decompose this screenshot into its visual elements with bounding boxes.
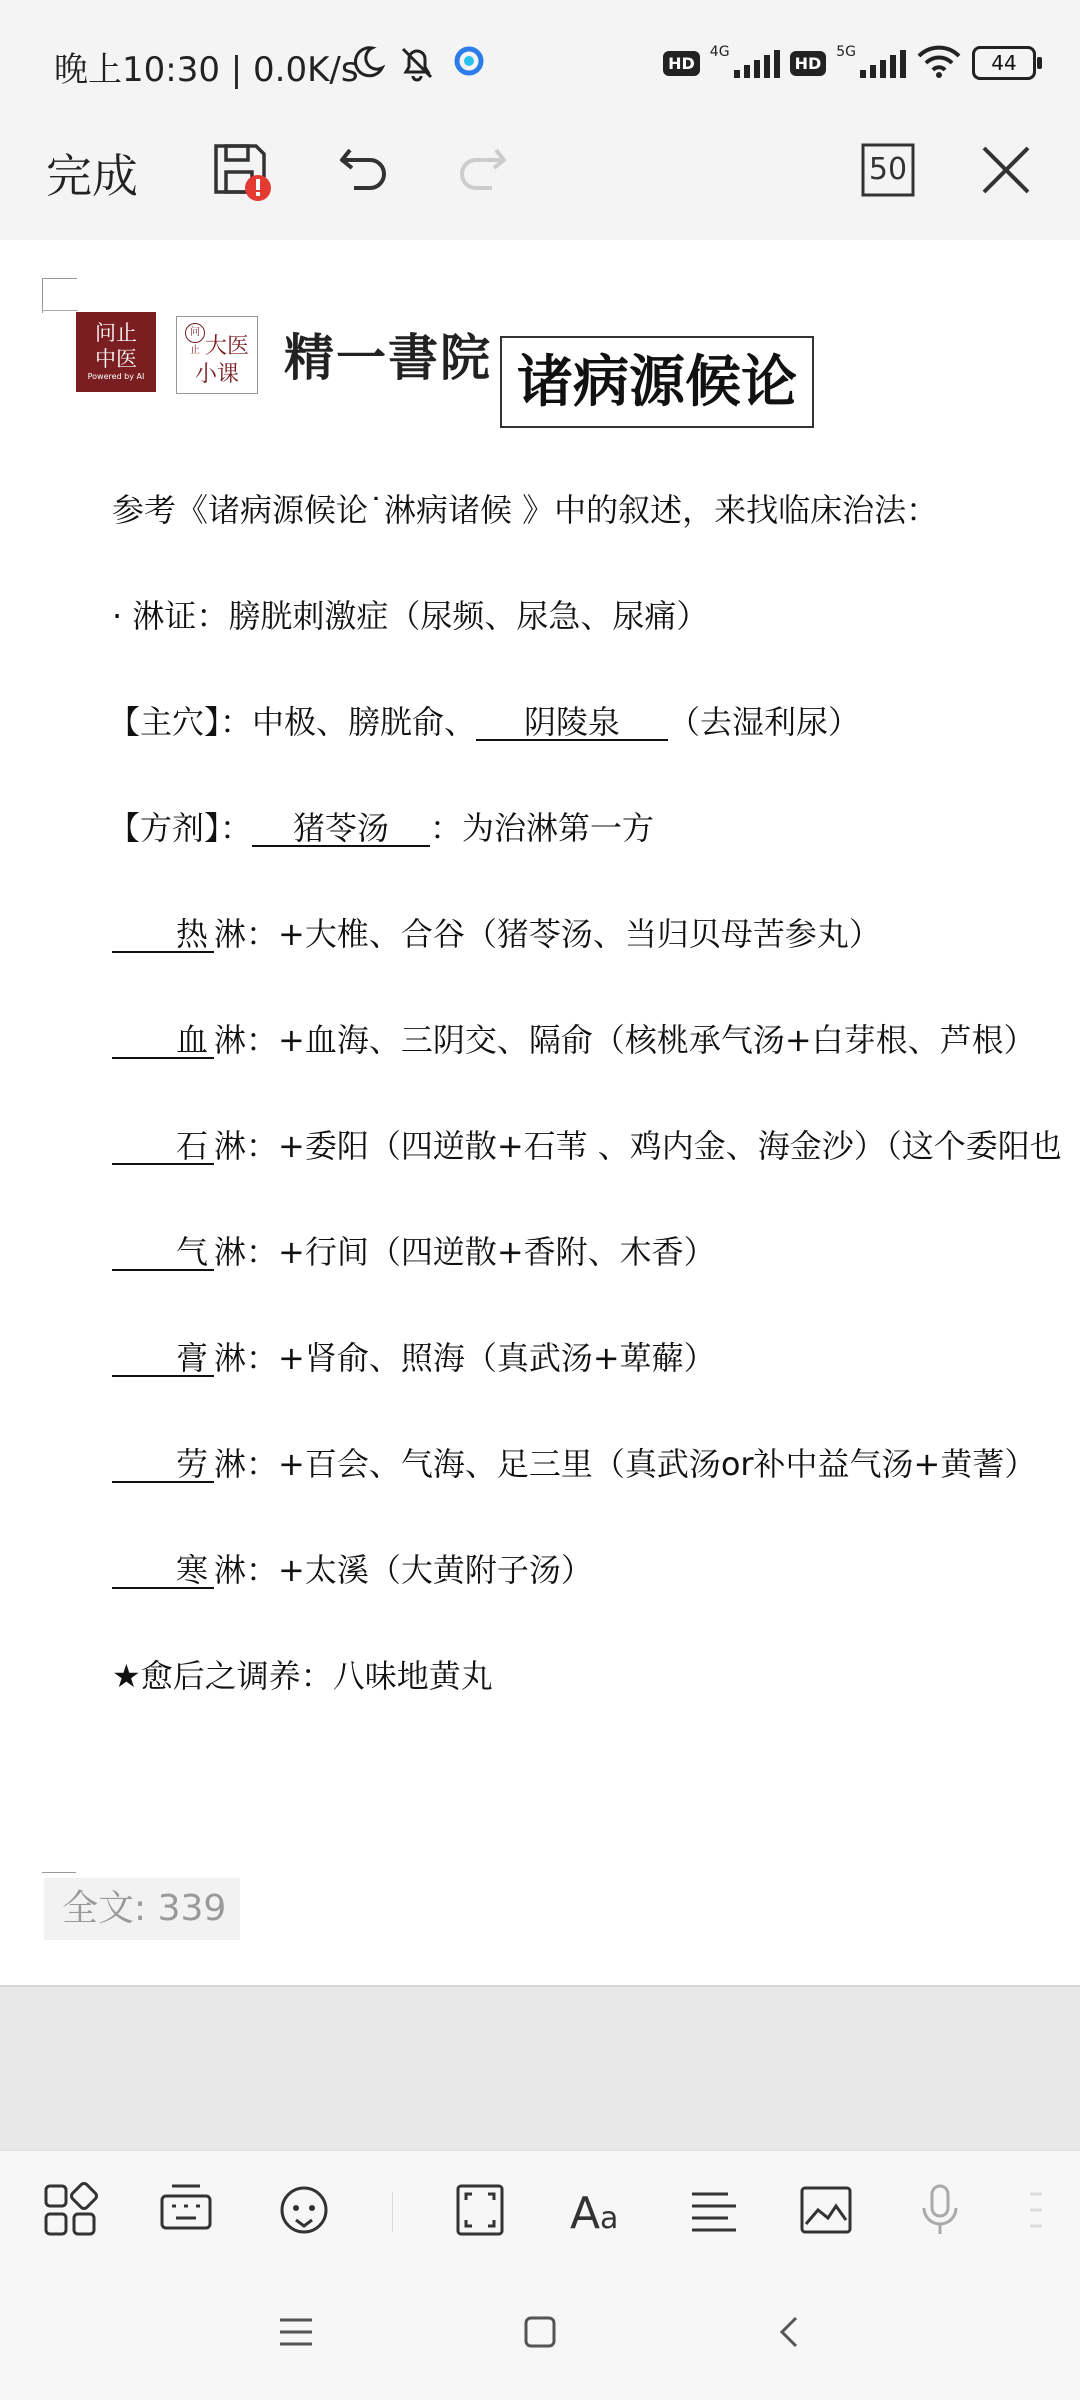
document-title: 诸病源候论 (500, 336, 814, 428)
signal-icon (734, 48, 780, 78)
done-button[interactable]: 完成 (46, 149, 138, 203)
crop-mark (42, 1872, 76, 1873)
status-time: 晚上10:30 | 0.0K/s (54, 50, 359, 90)
logo-text: 中医 (95, 347, 137, 371)
lin-text: 淋：+百会、气海、足三里（真武汤or补中益气汤+黄蓍） (214, 1445, 1037, 1483)
logo-text: 问止 (95, 321, 137, 345)
aftercare-paragraph: ★愈后之调养：八味地黄丸 (112, 1657, 493, 1695)
back-icon[interactable] (770, 2312, 810, 2356)
microphone-icon[interactable] (912, 2182, 968, 2242)
toolbar-divider (392, 2192, 393, 2232)
menu-icon[interactable] (276, 2312, 316, 2356)
symptom-paragraph: · 淋证：膀胱刺激症（尿频、尿急、尿痛） (112, 597, 709, 635)
lin-blank: 气 (112, 1235, 214, 1271)
formula-prefix: 【方剂】： (108, 809, 253, 847)
apps-grid-icon[interactable] (42, 2182, 98, 2242)
word-count-badge[interactable]: 全文: 339 (44, 1878, 240, 1940)
insert-image-icon[interactable] (798, 2182, 854, 2242)
lin-item (112, 1126, 1062, 1166)
lin-blank: 寒 (112, 1553, 214, 1589)
keyboard-gap-area (0, 1985, 1080, 2152)
logo-badge: 问止 (185, 323, 205, 343)
assistant-face-icon[interactable] (276, 2182, 332, 2242)
wenzhi-logo (76, 312, 156, 392)
crop-mark (42, 278, 77, 313)
lin-item (112, 914, 881, 954)
logo-text: 大医 (204, 334, 249, 359)
lin-text: 淋：+行间（四逆散+香附、木香） (214, 1233, 716, 1271)
editor-toolbar (0, 130, 1080, 241)
lin-text: 淋：+大椎、合谷（猪苓汤、当归贝母苦参丸） (214, 915, 881, 953)
acupoints-blank: 阴陵泉 (476, 705, 668, 741)
formula-blank: 猪苓汤 (252, 811, 430, 847)
close-icon[interactable] (976, 140, 1036, 204)
undo-icon[interactable] (334, 140, 394, 204)
moon-icon (350, 44, 386, 84)
lin-text: 淋：+肾俞、照海（真武汤+萆薢） (214, 1339, 716, 1377)
lin-text: 淋：+太溪（大黄附子汤） (214, 1551, 593, 1589)
svg-text:A: A (570, 2188, 601, 2238)
calligraphy-logo: 精一書院 (284, 328, 492, 387)
network-type: 4G (709, 44, 730, 60)
lin-blank: 血 (112, 1023, 214, 1059)
home-icon[interactable] (520, 2312, 560, 2356)
battery-indicator: 44 (972, 46, 1036, 80)
app-notification-icon (452, 44, 486, 82)
formula-suffix: ：为治淋第一方 (430, 809, 655, 847)
more-tools-icon[interactable] (1026, 2182, 1066, 2242)
hd-badge: HD (663, 51, 700, 76)
lin-text: 淋：+血海、三阴交、隔俞（核桃承气汤+白芽根、芦根） (214, 1021, 1036, 1059)
keyboard-icon[interactable] (158, 2182, 214, 2242)
logo-subtext: Powered by AI (87, 372, 145, 381)
lin-item (112, 1020, 1036, 1060)
fullscreen-icon[interactable] (452, 2182, 508, 2242)
dayi-xiaoke-logo (176, 316, 258, 394)
page-count-label: 50 (868, 152, 908, 187)
wifi-icon (916, 44, 962, 82)
page-count-button[interactable] (858, 140, 918, 204)
lin-item (112, 1232, 716, 1272)
crop-mark (42, 310, 78, 311)
acupoints-paragraph (108, 702, 860, 742)
lin-item (112, 1444, 1036, 1484)
paragraph-align-icon[interactable] (686, 2182, 742, 2242)
acupoints-prefix: 【主穴】：中极、膀胱俞、 (108, 703, 477, 741)
lin-blank: 石 (112, 1129, 214, 1165)
lin-blank: 劳 (112, 1447, 214, 1483)
hd-badge: HD (790, 51, 827, 76)
acupoints-suffix: （去湿利尿） (668, 703, 861, 741)
svg-text:a: a (600, 2201, 619, 2236)
lin-blank: 热 (112, 917, 214, 953)
lin-item (112, 1550, 593, 1590)
redo-icon[interactable] (452, 140, 512, 204)
logo-text: 小课 (194, 362, 239, 387)
lin-blank: 膏 (112, 1341, 214, 1377)
network-type: 5G (836, 44, 856, 60)
formula-paragraph (108, 808, 654, 848)
font-style-icon[interactable] (568, 2182, 628, 2242)
lin-item (112, 1338, 716, 1378)
mute-bell-icon (398, 44, 436, 86)
intro-paragraph: 参考《诸病源候论˙淋病诸候 》中的叙述，来找临床治法： (112, 491, 939, 529)
status-right (663, 44, 1036, 82)
lin-text: 淋：+委阳（四逆散+石苇 、鸡内金、海金沙）（这个委阳也 (214, 1127, 1062, 1165)
signal-icon (860, 48, 906, 78)
save-warning-icon[interactable] (210, 140, 274, 208)
